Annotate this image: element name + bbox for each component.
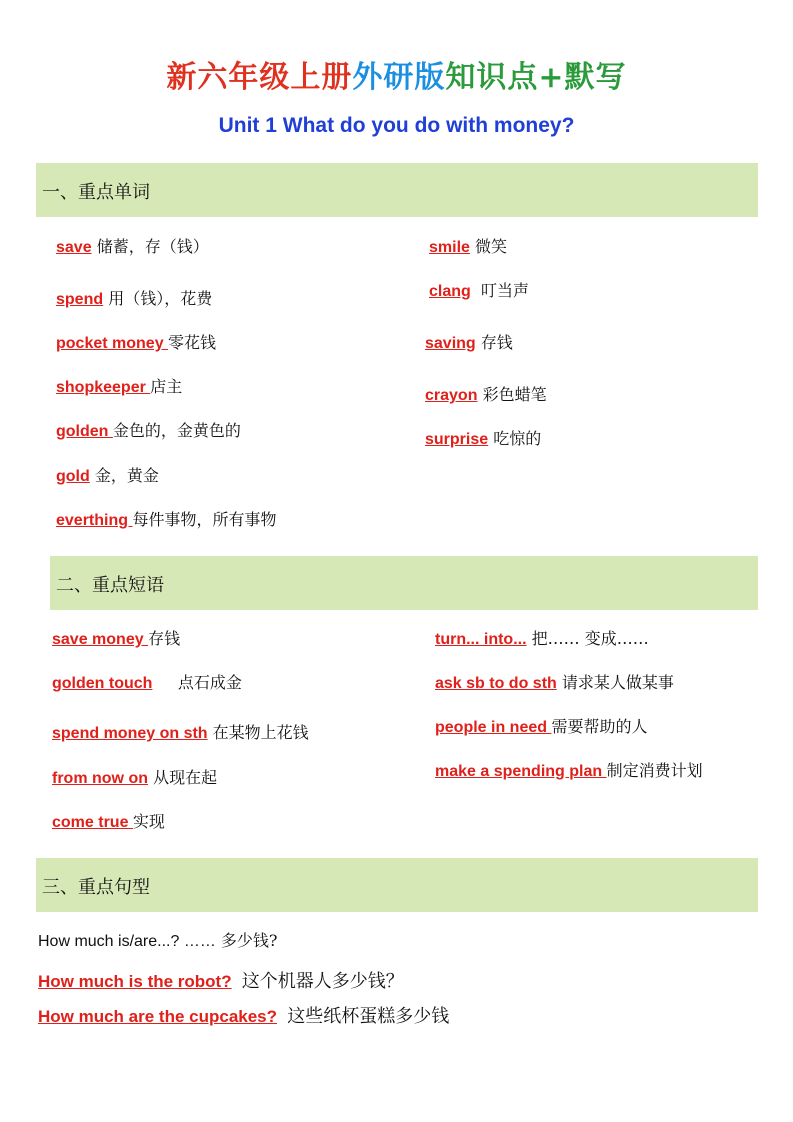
- phrase-en: people in need: [435, 719, 552, 736]
- word-zh: 每件事物，所有事物: [132, 510, 277, 529]
- title-part-1: 新六年级上册: [166, 60, 353, 95]
- phrase-zh: 从现在起: [153, 768, 218, 787]
- phrase-zh: 请求某人做某事: [561, 673, 674, 692]
- phrase-item: [52, 809, 165, 832]
- word-zh: 彩色蜡笔: [482, 385, 547, 404]
- phrase-en: turn... into...: [435, 631, 527, 648]
- section-heading: 一、重点单词: [42, 182, 150, 203]
- sentence-item: [38, 1002, 449, 1028]
- word-item: [56, 286, 212, 309]
- phrase-zh: 制定消费计划: [606, 761, 703, 780]
- word-en: surprise: [425, 431, 489, 448]
- page-title: [0, 52, 793, 96]
- word-item: [56, 234, 209, 257]
- word-en: crayon: [425, 387, 478, 404]
- phrase-en: from now on: [52, 770, 148, 787]
- phrase-zh: 存钱: [148, 629, 181, 648]
- section-header-words: [36, 163, 758, 217]
- word-en: pocket money: [56, 335, 169, 352]
- phrase-item: [435, 670, 674, 693]
- phrase-en: come true: [52, 814, 133, 831]
- word-item: [56, 418, 241, 441]
- word-item: [56, 330, 216, 353]
- word-zh: 金，黄金: [94, 466, 159, 485]
- word-zh: 吃惊的: [493, 429, 542, 448]
- word-zh: 金色的，金黄色的: [112, 421, 241, 440]
- sentence-en: How much is the robot?: [38, 972, 232, 991]
- phrase-item: [52, 765, 217, 788]
- section-header-phrases: [50, 556, 758, 610]
- word-en: gold: [56, 468, 90, 485]
- phrase-item: [435, 758, 703, 781]
- title-part-2: 外研版: [352, 60, 446, 95]
- phrase-zh: 实现: [132, 812, 165, 831]
- phrase-en: save money: [52, 631, 149, 648]
- sentence-item: [38, 967, 404, 993]
- word-en: saving: [425, 335, 476, 352]
- section-heading: 二、重点短语: [56, 575, 164, 596]
- phrase-item: [435, 626, 649, 649]
- word-zh: 储蓄，存（钱）: [96, 237, 209, 256]
- section-header-sentences: [36, 858, 758, 912]
- phrase-item: [52, 626, 180, 649]
- title-part-3: 知识点+默写: [445, 60, 627, 95]
- word-en: save: [56, 239, 92, 256]
- word-item: [56, 463, 159, 486]
- phrase-item: [435, 714, 647, 737]
- section-heading: 三、重点句型: [42, 877, 150, 898]
- sentence-zh: 这些纸杯蛋糕多少钱: [287, 1006, 450, 1027]
- phrase-en: ask sb to do sth: [435, 675, 557, 692]
- word-zh: 微笑: [475, 237, 508, 256]
- sentence-pattern: [38, 928, 278, 951]
- word-item: [425, 330, 513, 353]
- word-zh: 零花钱: [168, 333, 217, 352]
- unit-subtitle: Unit 1 What do you do with money?: [218, 114, 575, 137]
- word-item: [56, 507, 276, 530]
- phrase-en: make a spending plan: [435, 763, 607, 780]
- word-en: clang: [429, 283, 471, 300]
- phrase-zh: 需要帮助的人: [551, 717, 648, 736]
- phrase-zh: 在某物上花钱: [212, 723, 309, 742]
- sentence-en: How much are the cupcakes?: [38, 1007, 278, 1026]
- pattern-en: How much is/are...? ……: [38, 933, 216, 950]
- word-zh: 叮当声: [480, 281, 529, 300]
- word-item: [429, 234, 507, 257]
- pattern-zh: 多少钱?: [220, 931, 278, 950]
- phrase-en: golden touch: [52, 675, 153, 692]
- word-item: [56, 374, 182, 397]
- phrase-item: [52, 720, 309, 743]
- phrase-zh: 点石成金: [177, 673, 242, 692]
- word-en: golden: [56, 423, 113, 440]
- word-en: shopkeeper: [56, 379, 151, 396]
- word-en: everthing: [56, 512, 133, 529]
- word-item: [429, 278, 529, 301]
- word-item: [425, 426, 541, 449]
- phrase-en: spend money on sth: [52, 725, 208, 742]
- word-zh: 存钱: [480, 333, 513, 352]
- phrase-zh: 把…… 变成……: [531, 629, 649, 648]
- word-zh: 用（钱），花费: [108, 289, 213, 308]
- sentence-zh: 这个机器人多少钱？: [241, 971, 404, 992]
- word-en: spend: [56, 291, 104, 308]
- word-zh: 店主: [150, 377, 183, 396]
- word-item: [425, 382, 547, 405]
- phrase-item: [52, 670, 242, 693]
- word-en: smile: [429, 239, 470, 256]
